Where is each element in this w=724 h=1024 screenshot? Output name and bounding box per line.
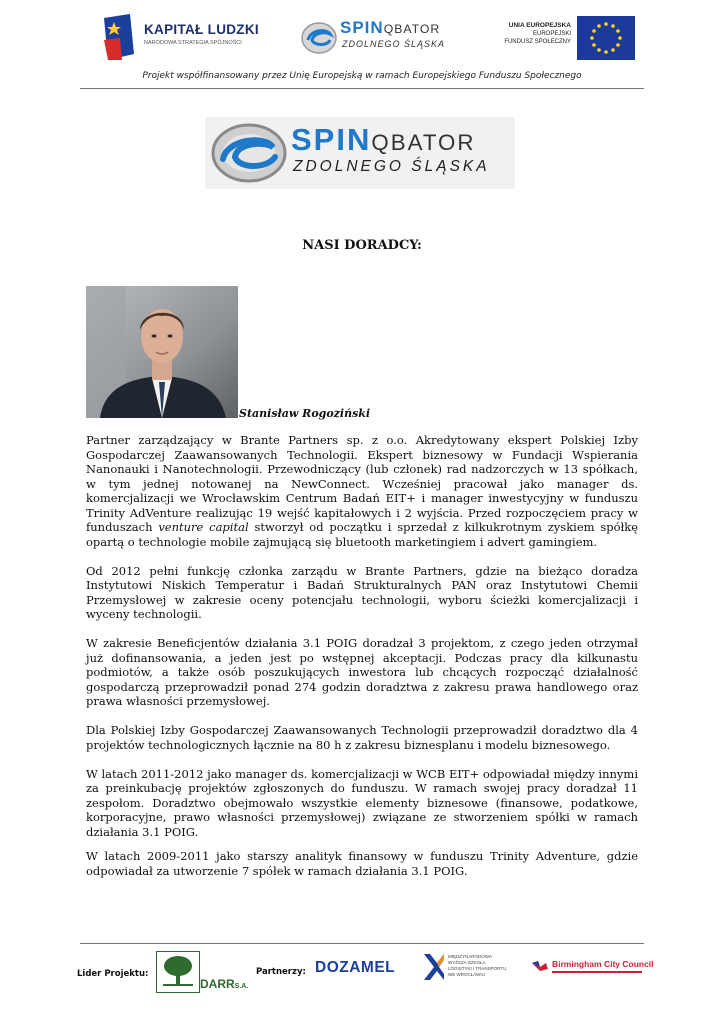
eu-logo [500,16,635,64]
main-spin-text: SPIN [291,122,372,157]
mwslit-text [448,954,506,978]
page-header [0,0,724,90]
qbator-text: QBATOR [383,22,441,36]
funding-note: Projekt współfinansowany przez Unię Europejską w ramach Europejskiego Funduszu Społecznego [142,71,582,81]
darr-logo-box [156,951,200,993]
dozamel-logo: DOZAMEL [315,959,396,976]
kapital-ludzki-flag-icon [100,14,136,60]
footer-divider [80,943,644,944]
spinqbator-main-subline: ZDOLNEGO ŚLĄSKA [293,158,490,175]
header-divider [80,88,644,89]
birmingham-underline [552,971,642,973]
bio-paragraph-1 [86,433,638,549]
main-qbator-text: QBATOR [371,130,476,155]
spin-text: SPIN [340,18,384,37]
eu-logo-line1: UNIA EUROPEJSKA [508,22,571,29]
bio-paragraph-2: Od 2012 pełni funkcję członka zarządu w Brante Partners, gdzie na bieżąco doradza Instytutowi Niskich Temperatur i Badań Strukturalnych PAN oraz Instytutowi Chemii Przemysłowej w zakresie oceny potencjału technologii, wyboru ścieżki komercjalizacji i wyceny technologii. [86,563,638,621]
mwslit-x-icon [422,952,446,982]
spinqbator-main-logo [205,117,515,189]
birmingham-logo [530,957,654,977]
bio-paragraph-4: Dla Polskiej Izby Gospodarczej Zaawansowanych Technologii przeprowadził doradztwo dla 4 projektów technologicznych łącznie na 80 h z zakresu biznesplanu i modelu biznesowego. [86,723,638,752]
spinqbator-main-wordmark [291,123,476,160]
spinqbator-header-subline: ZDOLNEGO ŚLĄSKA [342,39,446,49]
advisor-bio [86,433,638,893]
darr-logo [156,951,251,993]
mwslit-line3: LOGISTYKI I TRANSPORTU [448,966,507,971]
eu-logo-line2: EUROPEJSKI [532,31,571,37]
darr-wordmark [200,977,248,991]
bio-p1-part1: Partner zarządzający w Brante Partners sp. z o.o. Akredytowany ekspert Polskiej Izby Gospodarczej Zaawansowanych Technologii. Ekspert biznesowy w Fundacji Wspierania Nanonauki i Nanotechnologii. Przewodniczący (lub członek) rad nadzorczych w 13 spółkach, w tym jednej notowanej na NewConnect. Wcześniej pracował jako manager ds. komercjalizacji we Wrocławskim Centrum Badań EIT+ i manager inwestycyjny w funduszu Trinity AdVenture realizując 19 wejść kapitałowych i 2 wyjścia. Przed rozpoczęciem pracy w funduszach [86,433,638,534]
advisor-photo [86,286,238,418]
spinqbator-header-wordmark [340,18,440,38]
advisor-name: Stanisław Rogoziński [239,407,371,420]
mwslit-line1: MIĘDZYNARODOWA [448,954,492,959]
kapital-ludzki-logo [100,12,270,62]
darr-name: DARR [200,977,235,991]
mwslit-line2: WYŻSZA SZKOŁA [448,960,486,965]
darr-suffix: S.A. [234,983,249,990]
leader-label: Lider Projektu: [77,969,149,979]
mwslit-line4: WE WROCŁAWIU [448,972,485,977]
eu-logo-text [504,22,571,46]
spinqbator-swirl-icon [300,20,338,56]
birmingham-mark-icon [530,959,550,973]
kapital-ludzki-title: KAPITAŁ LUDZKI [144,22,259,37]
kapital-ludzki-subtitle: NARODOWA STRATEGIA SPÓJNOŚCI [144,40,242,46]
bio-paragraph-5: W latach 2011-2012 jako manager ds. komercjalizacji w WCB EIT+ odpowiadał między innymi za preinkubację projektów zgłoszonych do funduszu. W ramach swojej pracy doradzał 11 zespołom. Doradztwo obejmowało wszystkie elementy biznesowe (finansowe, podatkowe, korporacyjne, prawo własności przemysłowej) związane ze stworzeniem spółki w ramach działania 3.1 POIG. [86,766,638,839]
bio-paragraph-6: W latach 2009-2011 jako starszy analityk finansowy w funduszu Trinity Adventure, gdzie odpowiadał za utworzenie 7 spółek w ramach działania 3.1 POIG. [86,849,638,878]
bio-paragraph-3: W zakresie Beneficjentów działania 3.1 POIG doradzał 3 projektom, z czego jeden otrzymał już dofinansowania, a jeden jest po wstępnej akceptacji. Podczas pracy dla kilkunastu podmiotów, a także osób poszukujących inwestora lub chcących rozpocząć działalność gospodarczą przeprowadził ponad 274 godzin doradztwa z zakresu prawa handlowego oraz prawa własności przemysłowej. [86,636,638,708]
partners-label: Partnerzy: [256,967,306,977]
eu-logo-line3: FUNDUSZ SPOŁECZNY [504,39,571,45]
page-title: NASI DORADCY: [302,238,422,253]
bio-p1-part2: stworzył od początku i sprzedał z kilkukrotnym zyskiem spółkę opartą o technologie mobile zajmującą się bluetooth marketingiem i advert gamingiem. [86,520,639,549]
eu-flag-icon [577,16,635,60]
spinqbator-header-logo [300,18,450,58]
mwslit-logo [422,950,522,988]
bio-p1-italic: venture capital [158,520,249,534]
tree-icon [157,952,199,992]
spinqbator-main-swirl-icon [209,121,289,185]
birmingham-wordmark: Birmingham City Council [552,959,654,969]
